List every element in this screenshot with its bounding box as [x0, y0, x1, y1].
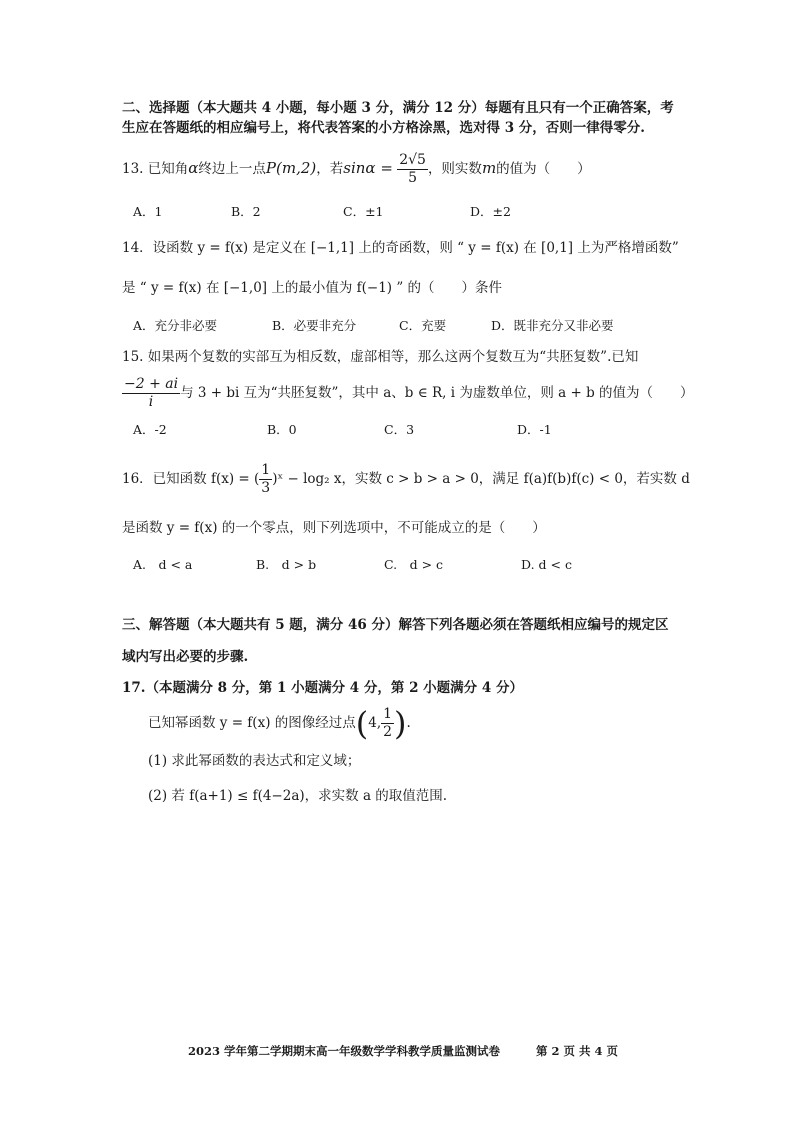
q14-options [133, 317, 693, 335]
option-b: B．0 [267, 422, 297, 437]
question-text: 终边上一点 [198, 161, 266, 177]
fraction-denominator: 3 [261, 480, 271, 496]
fraction-numerator: 1 [383, 706, 393, 722]
question-16-line2: 是函数 y = f(x) 的一个零点，则下列选项中，不可能成立的是（ ） [122, 520, 546, 536]
question-15-line2 [122, 374, 694, 412]
option-a: A．-2 [133, 422, 167, 437]
question-15-line1: 15. 如果两个复数的实部互为相反数，虚部相等，那么这两个复数互为“共胚复数”.已知 [122, 349, 639, 365]
option-c: C. d > c [384, 557, 444, 572]
option-b: B. d > b [256, 557, 317, 572]
question-text: 的值为（ ） [496, 161, 591, 177]
fraction-numerator: 2√5 [399, 152, 426, 168]
section3-heading-line1: 三、解答题（本大题共有 5 题，满分 46 分）解答下列各题必须在答题纸相应编号的规定区 [122, 617, 669, 633]
section3-heading-line2: 域内写出必要的步骤. [122, 649, 249, 665]
option-d: D．-1 [517, 422, 552, 437]
fraction [381, 706, 394, 741]
section2-heading-line1: 二、选择题（本大题共 4 小题，每小题 3 分，满分 12 分）每题有且只有一个正确答案，考 [122, 100, 674, 116]
fraction-denominator: i [148, 394, 154, 410]
option-d: D．既非充分又非必要 [491, 318, 614, 333]
q15-options [133, 421, 693, 439]
math-m: m [481, 159, 497, 177]
option-a: A．1 [133, 204, 163, 219]
question-text: 与 3 + bi 互为“共胚复数”，其中 a、b ∈ R, i 为虚数单位，则 a + b 的值为（ ） [180, 385, 694, 401]
fraction [259, 462, 272, 497]
question-text: 已知幂函数 y = f(x) 的图像经过点 [148, 715, 356, 731]
question-17-header: 17.（本题满分 8 分，第 1 小题满分 4 分，第 2 小题满分 4 分） [122, 680, 523, 696]
option-d: D．±2 [470, 204, 511, 219]
option-c: C．±1 [343, 204, 384, 219]
option-d: D. d < c [521, 557, 572, 572]
section2-heading-line2: 生应在答题纸的相应编号上，将代表答案的小方格涂黑，选对得 3 分，否则一律得零分. [122, 120, 645, 136]
math-point: 4, [368, 715, 382, 731]
fraction-numerator: −2 + ai [124, 376, 179, 392]
question-17-stem [148, 705, 411, 741]
paren-open: ( [355, 704, 369, 743]
option-c: C．充要 [399, 318, 447, 333]
question-17-part2: (2) 若 f(a+1) ≤ f(4−2a)，求实数 a 的取值范围. [148, 788, 448, 804]
option-b: B．必要非充分 [272, 318, 357, 333]
question-17-part1: (1) 求此幂函数的表达式和定义域； [148, 753, 361, 769]
option-c: C．3 [384, 422, 415, 437]
question-text: ，则实数 [427, 161, 482, 177]
fraction [397, 152, 428, 187]
option-a: A. d < a [133, 557, 193, 572]
q16-options [133, 556, 693, 574]
fraction-numerator: 1 [261, 462, 271, 478]
footer-title: 2023 学年第二学期期末高一年级数学学科教学质量监测试卷 [188, 1044, 501, 1058]
math-sin: sinα = [343, 159, 393, 177]
math-alpha: α [188, 159, 199, 177]
question-13 [122, 152, 591, 187]
question-text: ，若 [316, 161, 344, 177]
question-number: 13. [122, 161, 144, 177]
question-text: 已知角 [147, 161, 189, 177]
fraction [122, 376, 180, 411]
paren-close: ) [394, 704, 407, 743]
fraction-denominator: 2 [383, 724, 393, 740]
question-14-line2: 是 “ y = f(x) 在 [−1,0] 上的最小值为 f(−1) ” 的（ ）条件 [122, 280, 503, 296]
question-16-line1 [122, 462, 690, 497]
footer-page-number: 第 2 页 共 4 页 [536, 1044, 619, 1058]
question-text: 16．已知函数 f(x) = ( [122, 471, 260, 487]
question-text: . [406, 715, 411, 731]
option-b: B．2 [231, 204, 261, 219]
fraction-denominator: 5 [408, 170, 418, 186]
q13-options [133, 203, 693, 221]
question-14-line1: 14．设函数 y = f(x) 是定义在 [−1,1] 上的奇函数，则 “ y = f(x) 在 [0,1] 上为严格增函数” [122, 240, 679, 256]
question-text: )ˣ − log₂ x，实数 c > b > a > 0，满足 f(a)f(b)f(c) < 0，若实数 d [272, 471, 690, 487]
option-a: A．充分非必要 [133, 318, 218, 333]
math-point: P(m,2) [265, 159, 317, 177]
